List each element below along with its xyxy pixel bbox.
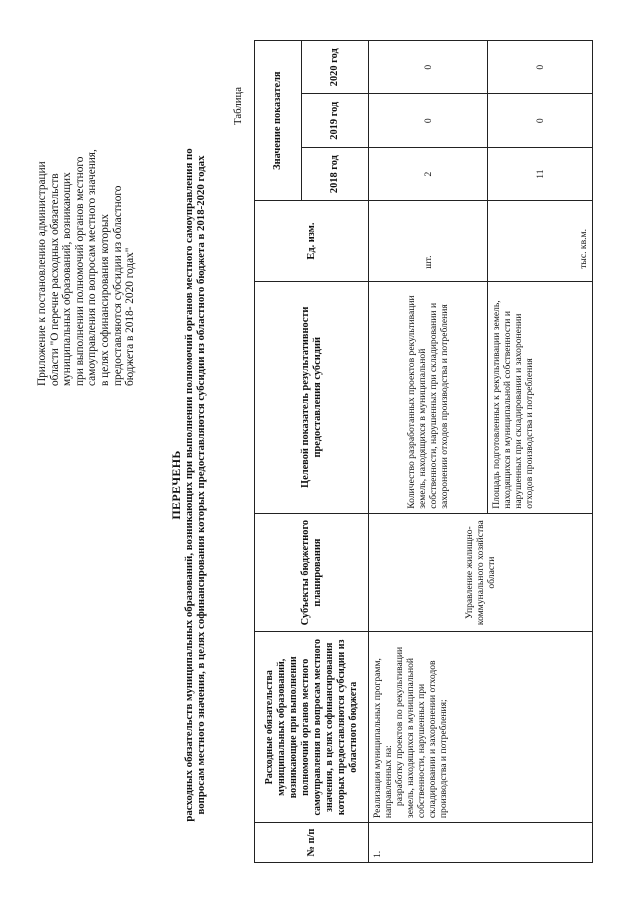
indicator-text: Количество разработанных проектов рекультивации земель, находящихся в муниципальной собственности, нарушенных при складировании и захоронении отходов производства и потребления (369, 281, 488, 513)
row-expense-line-1: Реализация муниципальных программ, направленных на: (372, 658, 394, 819)
indicator-value-2020: 0 (369, 41, 488, 94)
appendix-line: Приложение к постановлению администрации (36, 161, 48, 386)
indicator-text: Площадь подготовленных к рекультивации земель, находящихся в муниципальной собственности и нарушенных при складировании и захоронении отходов производства и потребления (488, 281, 593, 513)
appendix-line: предоставляются субсидии из областного (111, 185, 124, 386)
appendix-line: муниципальных образований, возникающих (61, 172, 74, 386)
row-expense-line-2: разработку проектов по рекультивации земель, находящихся в муниципальной собственности, нарушенных при складировании и захоронении отходов производства и потребления; (394, 646, 449, 819)
appendix-line: бюджета в 2018- 2020 годах" (124, 247, 137, 386)
header-expense: Расходные обязательства муниципальных образований, возникающие при выполнении полномочий органов местного самоуправления по вопросам местного значения, в целях софинансирования которых предоставляются субсидии из областного бюджета (255, 632, 369, 823)
header-unit: Ед. изм. (255, 201, 369, 281)
header-num: № п/п (255, 823, 369, 863)
appendix-line: в целях софинансирования которых (98, 213, 111, 386)
table-header-row (255, 41, 302, 863)
indicator-value-2018: 2 (369, 147, 488, 200)
header-year-2019: 2019 год (302, 94, 369, 147)
title-line-1: расходных обязательств муниципальных образований, возникающих при выполнении полномочий органов местного самоуправления по (183, 148, 196, 822)
row-num: 1. (369, 823, 593, 863)
title-line-2: вопросам местного значения, в целях софинансирования которых предоставляются субсидии из областного бюджета в 2018-2020 годах (195, 155, 208, 815)
appendix-line: самоуправления по вопросам местного значения, (86, 149, 99, 386)
header-indicator: Целевой показатель результативности предоставления субсидий (255, 281, 369, 513)
table-row (369, 41, 488, 863)
indicator-value-2019: 0 (369, 94, 488, 147)
header-values: Значение показателя (255, 41, 302, 201)
row-subject: Управление жилищно-коммунального хозяйства области (369, 513, 593, 632)
header-year-2020: 2020 год (302, 41, 369, 94)
indicator-unit: шт. (369, 201, 488, 281)
indicator-value-2019: 0 (488, 94, 593, 147)
appendix-line: при выполнении полномочий органов местного (73, 156, 86, 386)
document-title (170, 105, 208, 865)
appendix-note (36, 86, 137, 386)
title-heading: ПЕРЕЧЕНЬ (169, 450, 183, 520)
header-subject: Субъекты бюджетного планирования (255, 513, 369, 632)
obligations-table (254, 40, 593, 863)
header-year-2018: 2018 год (302, 147, 369, 200)
table-caption: Таблица (232, 86, 244, 125)
appendix-line: области "О перечне расходных обязательств (48, 173, 61, 386)
indicator-value-2018: 11 (488, 147, 593, 200)
row-expense (369, 632, 593, 823)
indicator-value-2020: 0 (488, 41, 593, 94)
indicator-unit: тыс. кв.м. (488, 201, 593, 281)
